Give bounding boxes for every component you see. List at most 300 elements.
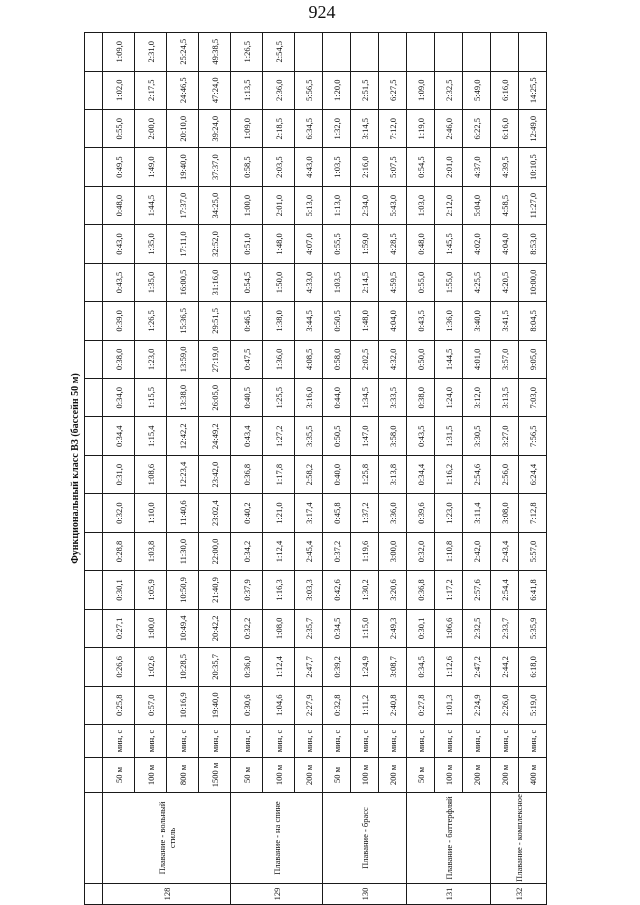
value-cell: 10:50,9 xyxy=(167,571,199,609)
value-cell: 3:33,5 xyxy=(379,379,407,417)
value-cell: 8:04,5 xyxy=(519,302,547,340)
value-cell: 6:22,5 xyxy=(463,110,491,148)
value-cell: 2:47,2 xyxy=(463,648,491,686)
value-cell: 24:49,2 xyxy=(199,417,231,455)
value-cell: 2:36,0 xyxy=(263,71,295,109)
unit-cell: мин, с xyxy=(295,725,323,758)
value-cell: 0:37,2 xyxy=(323,532,351,570)
value-cell: 1:48,0 xyxy=(351,302,379,340)
value-cell: 1:03,5 xyxy=(323,263,351,301)
value-cell: 11:27,0 xyxy=(519,186,547,224)
table-body xyxy=(85,33,547,905)
unit-cell: мин, с xyxy=(519,725,547,758)
value-cell: 13:38,0 xyxy=(167,379,199,417)
value-cell: 31:16,0 xyxy=(199,263,231,301)
value-cell: 29:51,5 xyxy=(199,302,231,340)
value-cell: 4:37,0 xyxy=(463,148,491,186)
value-cell: 1:15,0 xyxy=(351,609,379,647)
value-cell: 1:10,8 xyxy=(435,532,463,570)
value-cell: 0:30,1 xyxy=(407,609,435,647)
value-cell: 1:02,0 xyxy=(103,71,135,109)
value-cell: 0:40,2 xyxy=(231,494,263,532)
value-cell: 1:35,0 xyxy=(135,263,167,301)
value-cell: 2:44,2 xyxy=(491,648,519,686)
unit-cell: мин, с xyxy=(491,725,519,758)
value-cell: 0:49,5 xyxy=(103,148,135,186)
value-cell: 0:25,8 xyxy=(103,686,135,724)
value-cell: 0:54,5 xyxy=(407,148,435,186)
value-cell: 0:34,4 xyxy=(407,455,435,493)
value-cell: 0:34,5 xyxy=(323,609,351,647)
value-cell: 12:49,0 xyxy=(519,110,547,148)
value-cell: 4:04,0 xyxy=(379,302,407,340)
distance-cell: 200 м xyxy=(295,758,323,793)
value-cell: 1:24,9 xyxy=(351,648,379,686)
value-cell: 2:27,9 xyxy=(295,686,323,724)
value-cell: 0:40,5 xyxy=(231,379,263,417)
value-cell: 0:55,0 xyxy=(103,110,135,148)
value-cell: 27:19,0 xyxy=(199,340,231,378)
header-cell xyxy=(85,33,103,72)
value-cell: 3:41,5 xyxy=(491,302,519,340)
distance-cell: 800 м xyxy=(167,758,199,793)
value-cell: 10:16,9 xyxy=(167,686,199,724)
value-cell: 24:46,5 xyxy=(167,71,199,109)
table-row xyxy=(351,33,379,905)
value-cell: 2:32,5 xyxy=(463,609,491,647)
value-cell: 3:14,5 xyxy=(351,110,379,148)
value-cell: 15:36,5 xyxy=(167,302,199,340)
value-cell: 0:34,4 xyxy=(103,417,135,455)
value-cell: 0:39,0 xyxy=(103,302,135,340)
value-cell: 2:46,0 xyxy=(435,110,463,148)
value-cell: 1:26,5 xyxy=(231,33,263,72)
value-cell: 1:35,0 xyxy=(135,225,167,263)
value-cell: 2:31,0 xyxy=(135,33,167,72)
value-cell: 4:04,0 xyxy=(491,225,519,263)
value-cell: 0:47,5 xyxy=(231,340,263,378)
discipline-number: 128 xyxy=(103,884,231,905)
unit-cell: мин, с xyxy=(231,725,263,758)
value-cell: 4:43,0 xyxy=(295,148,323,186)
value-cell: 1:16,3 xyxy=(263,571,295,609)
value-cell: 4:33,0 xyxy=(295,263,323,301)
value-cell: 13:59,0 xyxy=(167,340,199,378)
header-cell xyxy=(85,758,103,793)
header-cell xyxy=(85,225,103,263)
distance-cell: 50 м xyxy=(407,758,435,793)
value-cell xyxy=(295,33,323,72)
value-cell: 0:36,8 xyxy=(407,571,435,609)
header-row xyxy=(85,33,103,905)
table-row xyxy=(199,33,231,905)
value-cell: 0:50,0 xyxy=(407,340,435,378)
distance-cell: 100 м xyxy=(263,758,295,793)
value-cell: 2:54,4 xyxy=(491,571,519,609)
value-cell xyxy=(463,33,491,72)
value-cell: 1:06,6 xyxy=(435,609,463,647)
value-cell xyxy=(407,33,435,72)
value-cell: 34:25,0 xyxy=(199,186,231,224)
value-cell: 0:44,0 xyxy=(323,379,351,417)
header-cell xyxy=(85,71,103,109)
value-cell: 2:17,5 xyxy=(135,71,167,109)
distance-cell: 50 м xyxy=(323,758,351,793)
header-cell xyxy=(85,725,103,758)
value-cell xyxy=(491,33,519,72)
value-cell: 1:08,0 xyxy=(263,609,295,647)
value-cell: 5:07,5 xyxy=(379,148,407,186)
value-cell: 11:40,6 xyxy=(167,494,199,532)
value-cell: 0:43,5 xyxy=(407,302,435,340)
header-cell xyxy=(85,417,103,455)
page-number: 924 xyxy=(308,2,336,22)
header-cell xyxy=(85,686,103,724)
value-cell: 1:11,2 xyxy=(351,686,379,724)
header-cell xyxy=(85,455,103,493)
value-cell: 0:28,8 xyxy=(103,532,135,570)
discipline-name: Плавание - на спине xyxy=(231,793,323,884)
value-cell: 12:42,2 xyxy=(167,417,199,455)
value-cell: 0:48,0 xyxy=(103,186,135,224)
header-cell xyxy=(85,532,103,570)
value-cell: 2:49,3 xyxy=(379,609,407,647)
value-cell: 7:12,8 xyxy=(519,494,547,532)
value-cell: 3:44,5 xyxy=(295,302,323,340)
value-cell: 4:32,0 xyxy=(379,340,407,378)
value-cell: 1:00,0 xyxy=(135,609,167,647)
value-cell: 1:44,5 xyxy=(435,340,463,378)
value-cell: 0:50,5 xyxy=(323,417,351,455)
discipline-name: Плавание - брасс xyxy=(323,793,407,884)
value-cell: 3:03,3 xyxy=(295,571,323,609)
value-cell: 1:45,5 xyxy=(435,225,463,263)
value-cell: 3:13,5 xyxy=(491,379,519,417)
value-cell: 3:12,0 xyxy=(463,379,491,417)
value-cell: 0:32,0 xyxy=(103,494,135,532)
header-cell xyxy=(85,884,103,905)
value-cell: 0:36,8 xyxy=(231,455,263,493)
value-cell: 3:20,6 xyxy=(379,571,407,609)
value-cell: 6:18,0 xyxy=(519,648,547,686)
table-container xyxy=(84,32,547,905)
value-cell: 7:03,0 xyxy=(519,379,547,417)
value-cell: 9:05,0 xyxy=(519,340,547,378)
value-cell: 1:48,0 xyxy=(263,225,295,263)
value-cell xyxy=(519,33,547,72)
value-cell: 4:39,5 xyxy=(491,148,519,186)
value-cell: 0:43,0 xyxy=(103,225,135,263)
unit-cell: мин, с xyxy=(407,725,435,758)
value-cell: 1:16,2 xyxy=(435,455,463,493)
value-cell: 1:50,0 xyxy=(263,263,295,301)
value-cell: 0:40,0 xyxy=(323,455,351,493)
distance-cell: 100 м xyxy=(351,758,379,793)
value-cell: 1:03,8 xyxy=(135,532,167,570)
value-cell: 1:30,2 xyxy=(351,571,379,609)
value-cell: 1:17,2 xyxy=(435,571,463,609)
value-cell: 49:38,5 xyxy=(199,33,231,72)
value-cell: 3:30,5 xyxy=(463,417,491,455)
value-cell: 0:58,0 xyxy=(323,340,351,378)
value-cell: 2:40,8 xyxy=(379,686,407,724)
value-cell: 1:01,3 xyxy=(435,686,463,724)
unit-cell: мин, с xyxy=(379,725,407,758)
value-cell: 4:58,5 xyxy=(491,186,519,224)
value-cell: 3:40,0 xyxy=(463,302,491,340)
value-cell: 0:26,6 xyxy=(103,648,135,686)
value-cell: 1:21,0 xyxy=(263,494,295,532)
value-cell: 3:08,7 xyxy=(379,648,407,686)
value-cell: 1:10,0 xyxy=(135,494,167,532)
table-row xyxy=(167,33,199,905)
value-cell: 1:34,5 xyxy=(351,379,379,417)
value-cell: 1:13,0 xyxy=(323,186,351,224)
table-row xyxy=(135,33,167,905)
value-cell: 1:15,4 xyxy=(135,417,167,455)
distance-cell: 100 м xyxy=(435,758,463,793)
header-cell xyxy=(85,379,103,417)
value-cell: 8:53,0 xyxy=(519,225,547,263)
value-cell: 4:20,5 xyxy=(491,263,519,301)
table-row xyxy=(103,33,135,905)
value-cell: 0:43,4 xyxy=(231,417,263,455)
value-cell: 4:02,0 xyxy=(463,225,491,263)
value-cell: 2:24,9 xyxy=(463,686,491,724)
value-cell: 1:37,2 xyxy=(351,494,379,532)
value-cell: 3:16,0 xyxy=(295,379,323,417)
value-cell: 0:58,5 xyxy=(231,148,263,186)
value-cell: 3:11,4 xyxy=(463,494,491,532)
value-cell: 5:56,5 xyxy=(295,71,323,109)
value-cell: 20:35,7 xyxy=(199,648,231,686)
value-cell: 5:19,0 xyxy=(519,686,547,724)
value-cell: 1:02,6 xyxy=(135,648,167,686)
value-cell: 5:57,0 xyxy=(519,532,547,570)
value-cell: 10:10,5 xyxy=(519,148,547,186)
value-cell: 2:54,5 xyxy=(263,33,295,72)
unit-cell: мин, с xyxy=(167,725,199,758)
value-cell: 1:23,0 xyxy=(435,494,463,532)
value-cell: 10:28,5 xyxy=(167,648,199,686)
value-cell: 7:56,5 xyxy=(519,417,547,455)
value-cell: 2:58,2 xyxy=(295,455,323,493)
value-cell: 1:36,0 xyxy=(263,340,295,378)
distance-cell: 200 м xyxy=(491,758,519,793)
value-cell: 3:36,0 xyxy=(379,494,407,532)
value-cell: 17:11,0 xyxy=(167,225,199,263)
discipline-name: Плавание - комплексное xyxy=(491,793,547,884)
distance-cell: 50 м xyxy=(103,758,135,793)
rotated-document xyxy=(60,32,640,905)
value-cell xyxy=(435,33,463,72)
unit-cell: мин, с xyxy=(103,725,135,758)
distance-cell: 100 м xyxy=(135,758,167,793)
value-cell: 6:34,5 xyxy=(295,110,323,148)
value-cell: 1:12,4 xyxy=(263,532,295,570)
header-cell xyxy=(85,186,103,224)
value-cell: 1:25,8 xyxy=(351,455,379,493)
value-cell: 21:40,9 xyxy=(199,571,231,609)
value-cell: 0:27,8 xyxy=(407,686,435,724)
table-row xyxy=(231,33,263,905)
value-cell: 1:23,0 xyxy=(135,340,167,378)
value-cell: 0:38,0 xyxy=(407,379,435,417)
value-cell: 0:34,0 xyxy=(103,379,135,417)
value-cell: 4:25,5 xyxy=(463,263,491,301)
unit-cell: мин, с xyxy=(135,725,167,758)
value-cell: 11:30,0 xyxy=(167,532,199,570)
value-cell: 0:39,6 xyxy=(407,494,435,532)
distance-cell: 200 м xyxy=(463,758,491,793)
unit-cell: мин, с xyxy=(323,725,351,758)
header-cell xyxy=(85,148,103,186)
value-cell: 1:26,5 xyxy=(135,302,167,340)
value-cell: 2:33,7 xyxy=(491,609,519,647)
value-cell: 0:55,0 xyxy=(407,263,435,301)
value-cell: 17:37,0 xyxy=(167,186,199,224)
value-cell: 4:28,5 xyxy=(379,225,407,263)
value-cell: 3:00,0 xyxy=(379,532,407,570)
value-cell: 4:08,5 xyxy=(295,340,323,378)
table-row xyxy=(407,33,435,905)
value-cell: 25:24,5 xyxy=(167,33,199,72)
value-cell: 1:15,5 xyxy=(135,379,167,417)
value-cell: 32:52,0 xyxy=(199,225,231,263)
value-cell: 6:24,4 xyxy=(519,455,547,493)
value-cell: 1:17,8 xyxy=(263,455,295,493)
value-cell: 1:36,0 xyxy=(435,302,463,340)
value-cell: 1:12,6 xyxy=(435,648,463,686)
value-cell: 1:04,6 xyxy=(263,686,295,724)
value-cell: 0:36,0 xyxy=(231,648,263,686)
value-cell: 2:57,6 xyxy=(463,571,491,609)
value-cell: 1:19,0 xyxy=(407,110,435,148)
value-cell: 37:37,0 xyxy=(199,148,231,186)
discipline-number: 131 xyxy=(407,884,491,905)
table-row xyxy=(519,33,547,905)
value-cell: 0:38,0 xyxy=(103,340,135,378)
value-cell: 19:40,0 xyxy=(167,148,199,186)
value-cell: 1:32,0 xyxy=(323,110,351,148)
value-cell: 1:55,0 xyxy=(435,263,463,301)
value-cell: 3:58,0 xyxy=(379,417,407,455)
value-cell: 2:26,0 xyxy=(491,686,519,724)
value-cell: 5:35,9 xyxy=(519,609,547,647)
value-cell: 2:01,0 xyxy=(435,148,463,186)
value-cell: 3:17,4 xyxy=(295,494,323,532)
value-cell: 0:34,5 xyxy=(407,648,435,686)
value-cell: 5:49,0 xyxy=(463,71,491,109)
value-cell: 2:56,0 xyxy=(491,455,519,493)
value-cell: 39:24,0 xyxy=(199,110,231,148)
table-row xyxy=(323,33,351,905)
value-cell: 2:01,0 xyxy=(263,186,295,224)
value-cell: 22:00,0 xyxy=(199,532,231,570)
value-cell: 1:24,0 xyxy=(435,379,463,417)
value-cell: 0:27,1 xyxy=(103,609,135,647)
value-cell: 0:54,5 xyxy=(231,263,263,301)
value-cell: 0:51,0 xyxy=(231,225,263,263)
value-cell: 6:16,0 xyxy=(491,71,519,109)
value-cell: 0:55,5 xyxy=(323,225,351,263)
value-cell: 0:30,6 xyxy=(231,686,263,724)
table-row xyxy=(263,33,295,905)
value-cell: 2:02,5 xyxy=(351,340,379,378)
value-cell: 1:09,0 xyxy=(103,33,135,72)
value-cell: 16:00,5 xyxy=(167,263,199,301)
value-cell: 10:49,4 xyxy=(167,609,199,647)
value-cell: 19:40,0 xyxy=(199,686,231,724)
value-cell: 2:43,4 xyxy=(491,532,519,570)
value-cell: 1:59,0 xyxy=(351,225,379,263)
header-cell xyxy=(85,494,103,532)
value-cell: 0:50,5 xyxy=(323,302,351,340)
value-cell: 12:23,4 xyxy=(167,455,199,493)
value-cell: 0:45,8 xyxy=(323,494,351,532)
value-cell xyxy=(379,33,407,72)
value-cell: 1:25,5 xyxy=(263,379,295,417)
value-cell xyxy=(323,33,351,72)
value-cell: 2:14,5 xyxy=(351,263,379,301)
value-cell: 0:57,0 xyxy=(135,686,167,724)
header-cell xyxy=(85,263,103,301)
value-cell: 7:12,0 xyxy=(379,110,407,148)
value-cell: 3:57,0 xyxy=(491,340,519,378)
table-title: Функциональный класс B3 (бассейн 50 м) xyxy=(70,373,81,564)
header-cell xyxy=(85,793,103,884)
value-cell: 1:49,0 xyxy=(135,148,167,186)
distance-cell: 400 м xyxy=(519,758,547,793)
value-cell: 2:16,0 xyxy=(351,148,379,186)
rotated-content xyxy=(60,32,640,905)
table-row xyxy=(491,33,519,905)
value-cell: 26:05,0 xyxy=(199,379,231,417)
value-cell: 0:43,5 xyxy=(407,417,435,455)
value-cell: 5:13,0 xyxy=(295,186,323,224)
value-cell: 1:44,5 xyxy=(135,186,167,224)
unit-cell: мин, с xyxy=(199,725,231,758)
value-cell: 0:34,2 xyxy=(231,532,263,570)
value-cell: 0:32,8 xyxy=(323,686,351,724)
value-cell: 1:03,5 xyxy=(323,148,351,186)
value-cell: 1:08,6 xyxy=(135,455,167,493)
value-cell: 2:45,4 xyxy=(295,532,323,570)
value-cell: 1:20,0 xyxy=(323,71,351,109)
value-cell: 1:38,0 xyxy=(263,302,295,340)
value-cell: 0:31,0 xyxy=(103,455,135,493)
value-cell: 4:01,0 xyxy=(463,340,491,378)
value-cell: 0:37,9 xyxy=(231,571,263,609)
header-cell xyxy=(85,571,103,609)
value-cell: 4:07,0 xyxy=(295,225,323,263)
discipline-name: Плавание - вольный стиль xyxy=(103,793,231,884)
value-cell: 6:27,5 xyxy=(379,71,407,109)
value-cell: 2:18,5 xyxy=(263,110,295,148)
unit-cell: мин, с xyxy=(435,725,463,758)
header-cell xyxy=(85,302,103,340)
value-cell: 1:12,4 xyxy=(263,648,295,686)
value-cell: 4:59,5 xyxy=(379,263,407,301)
discipline-number: 130 xyxy=(323,884,407,905)
value-cell: 1:09,0 xyxy=(231,110,263,148)
value-cell: 3:08,0 xyxy=(491,494,519,532)
value-cell: 1:47,0 xyxy=(351,417,379,455)
discipline-number: 132 xyxy=(491,884,547,905)
value-cell: 0:48,0 xyxy=(407,225,435,263)
value-cell: 20:10,0 xyxy=(167,110,199,148)
value-cell: 47:24,0 xyxy=(199,71,231,109)
